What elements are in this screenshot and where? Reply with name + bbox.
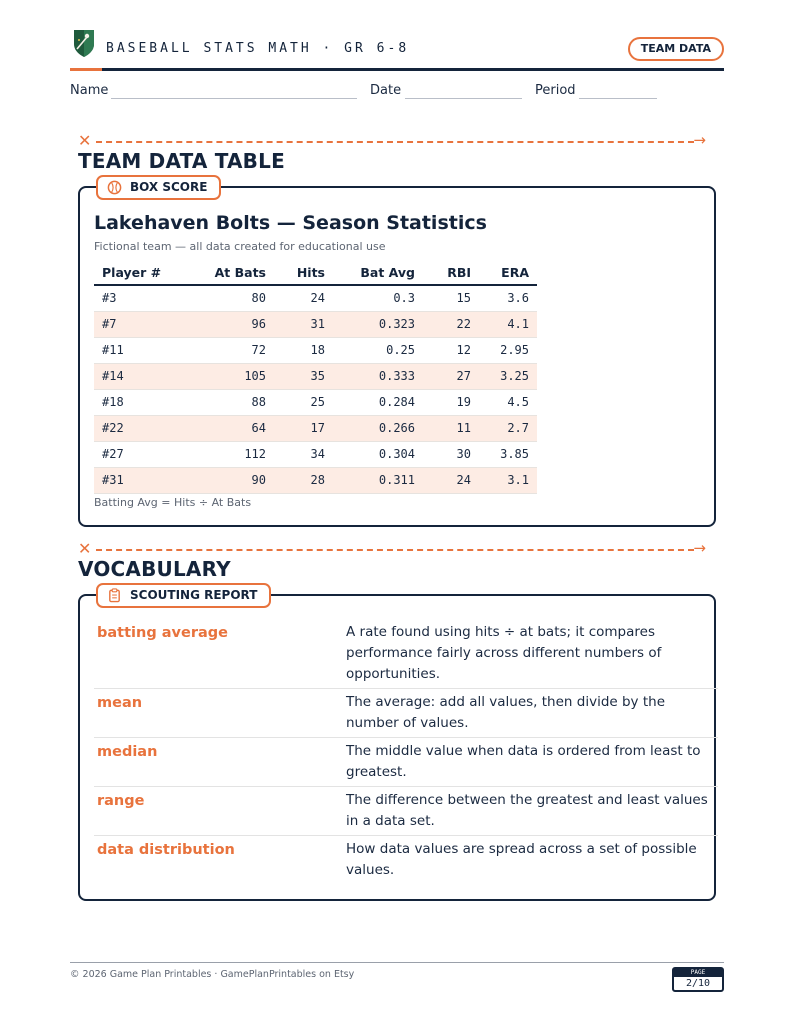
table-cell: #31 <box>94 467 194 493</box>
name-field[interactable] <box>111 98 357 99</box>
table-cell: 72 <box>194 337 274 363</box>
worksheet-brand-title: BASEBALL STATS MATH · GR 6-8 <box>106 41 410 56</box>
baseball-icon <box>107 180 122 195</box>
table-cell: #27 <box>94 441 194 467</box>
table-cell: 3.6 <box>479 285 537 311</box>
table-cell: 96 <box>194 311 274 337</box>
table-cell: 25 <box>274 389 333 415</box>
vocab-row <box>94 839 718 885</box>
table-cell: 3.1 <box>479 467 537 493</box>
scouting-report-card <box>78 588 716 901</box>
vocab-row <box>94 622 718 689</box>
table-cell: #18 <box>94 389 194 415</box>
x-mark-icon: ✕ <box>78 539 92 558</box>
vocab-definition: The middle value when data is ordered from least to greatest. <box>346 743 701 780</box>
team-data-badge: TEAM DATA <box>628 37 724 61</box>
scouting-report-tab <box>96 583 271 608</box>
table-cell: 19 <box>423 389 479 415</box>
vocab-row <box>94 741 718 787</box>
vocabulary-section-title: VOCABULARY <box>78 557 231 581</box>
table-cell: 3.25 <box>479 363 537 389</box>
vocab-row <box>94 790 718 836</box>
table-cell: #22 <box>94 415 194 441</box>
box-score-card <box>78 180 716 527</box>
clipboard-icon <box>107 588 122 603</box>
footer-rule <box>70 962 724 963</box>
table-row <box>94 441 537 467</box>
vocab-term: mean <box>97 695 143 711</box>
team-subtitle: Fictional team — all data created for educational use <box>94 240 386 253</box>
table-cell: #14 <box>94 363 194 389</box>
table-cell: 11 <box>423 415 479 441</box>
page-number: 2/10 <box>685 978 711 989</box>
vocab-term: range <box>97 793 145 809</box>
table-cell: #11 <box>94 337 194 363</box>
table-cell: 28 <box>274 467 333 493</box>
table-row <box>94 337 537 363</box>
table-cell: 90 <box>194 467 274 493</box>
column-header: ERA <box>479 261 537 285</box>
table-cell: 18 <box>274 337 333 363</box>
box-score-tab-label: BOX SCORE <box>130 180 208 194</box>
table-cell: 0.266 <box>333 415 423 441</box>
date-field[interactable] <box>405 98 522 99</box>
column-header: RBI <box>423 261 479 285</box>
date-label: Date <box>370 83 402 98</box>
footer-credit: © 2026 Game Plan Printables · GamePlanPrintables on Etsy <box>70 969 355 980</box>
vocab-definition: The difference between the greatest and least values in a data set. <box>346 792 708 829</box>
team-data-section-title: TEAM DATA TABLE <box>78 149 285 173</box>
name-label: Name <box>70 83 109 98</box>
table-cell: 2.95 <box>479 337 537 363</box>
table-cell: 0.284 <box>333 389 423 415</box>
x-mark-icon: ✕ <box>78 131 92 150</box>
vocab-term: data distribution <box>97 842 235 858</box>
table-cell: 80 <box>194 285 274 311</box>
table-cell: #3 <box>94 285 194 311</box>
page-header <box>70 26 724 72</box>
table-row <box>94 285 537 311</box>
table-cell: 15 <box>423 285 479 311</box>
table-cell: 0.333 <box>333 363 423 389</box>
table-cell: 17 <box>274 415 333 441</box>
student-info-line <box>70 83 724 103</box>
table-row <box>94 415 537 441</box>
table-cell: 0.25 <box>333 337 423 363</box>
table-cell: 64 <box>194 415 274 441</box>
table-cell: 0.304 <box>333 441 423 467</box>
vocab-term: batting average <box>97 625 228 641</box>
column-header: Bat Avg <box>333 261 423 285</box>
arrow-right-icon: → <box>693 539 706 557</box>
table-cell: 24 <box>423 467 479 493</box>
stats-table <box>94 261 537 494</box>
table-cell: 35 <box>274 363 333 389</box>
header-rule <box>70 68 724 71</box>
vocab-definition: The average: add all values, then divide by the number of values. <box>346 694 665 731</box>
table-cell: 24 <box>274 285 333 311</box>
batting-average-formula: Batting Avg = Hits ÷ At Bats <box>94 496 252 509</box>
vocab-term: median <box>97 744 158 760</box>
table-cell: 88 <box>194 389 274 415</box>
page-indicator <box>672 967 724 992</box>
table-row <box>94 363 537 389</box>
table-cell: 4.5 <box>479 389 537 415</box>
vocab-definition: How data values are spread across a set of possible values. <box>346 841 697 878</box>
table-cell: 0.323 <box>333 311 423 337</box>
box-score-tab <box>96 175 221 200</box>
arrow-right-icon: → <box>693 131 706 149</box>
table-cell: 22 <box>423 311 479 337</box>
column-header: Hits <box>274 261 333 285</box>
table-cell: 27 <box>423 363 479 389</box>
table-cell: 112 <box>194 441 274 467</box>
table-cell: 34 <box>274 441 333 467</box>
period-label: Period <box>535 83 576 98</box>
column-header: At Bats <box>194 261 274 285</box>
table-header-row <box>94 261 537 285</box>
team-title: Lakehaven Bolts — Season Statistics <box>94 212 487 234</box>
table-cell: 105 <box>194 363 274 389</box>
table-cell: 0.3 <box>333 285 423 311</box>
header-rule-accent <box>70 68 102 71</box>
table-cell: 4.1 <box>479 311 537 337</box>
table-cell: 3.85 <box>479 441 537 467</box>
table-row <box>94 467 537 493</box>
page-label: PAGE <box>674 969 722 977</box>
table-cell: 2.7 <box>479 415 537 441</box>
column-header: Player # <box>94 261 194 285</box>
table-cell: 0.311 <box>333 467 423 493</box>
section-divider <box>78 539 706 558</box>
vocab-definition: A rate found using hits ÷ at bats; it compares performance fairly across different numbers of opportunities. <box>346 624 662 682</box>
period-field[interactable] <box>579 98 657 99</box>
vocab-row <box>94 692 718 738</box>
table-row <box>94 389 537 415</box>
table-cell: 31 <box>274 311 333 337</box>
table-cell: 30 <box>423 441 479 467</box>
table-cell: 12 <box>423 337 479 363</box>
shield-baseball-icon <box>72 28 96 58</box>
scouting-report-tab-label: SCOUTING REPORT <box>130 588 258 602</box>
table-row <box>94 311 537 337</box>
table-cell: #7 <box>94 311 194 337</box>
section-divider <box>78 131 706 150</box>
